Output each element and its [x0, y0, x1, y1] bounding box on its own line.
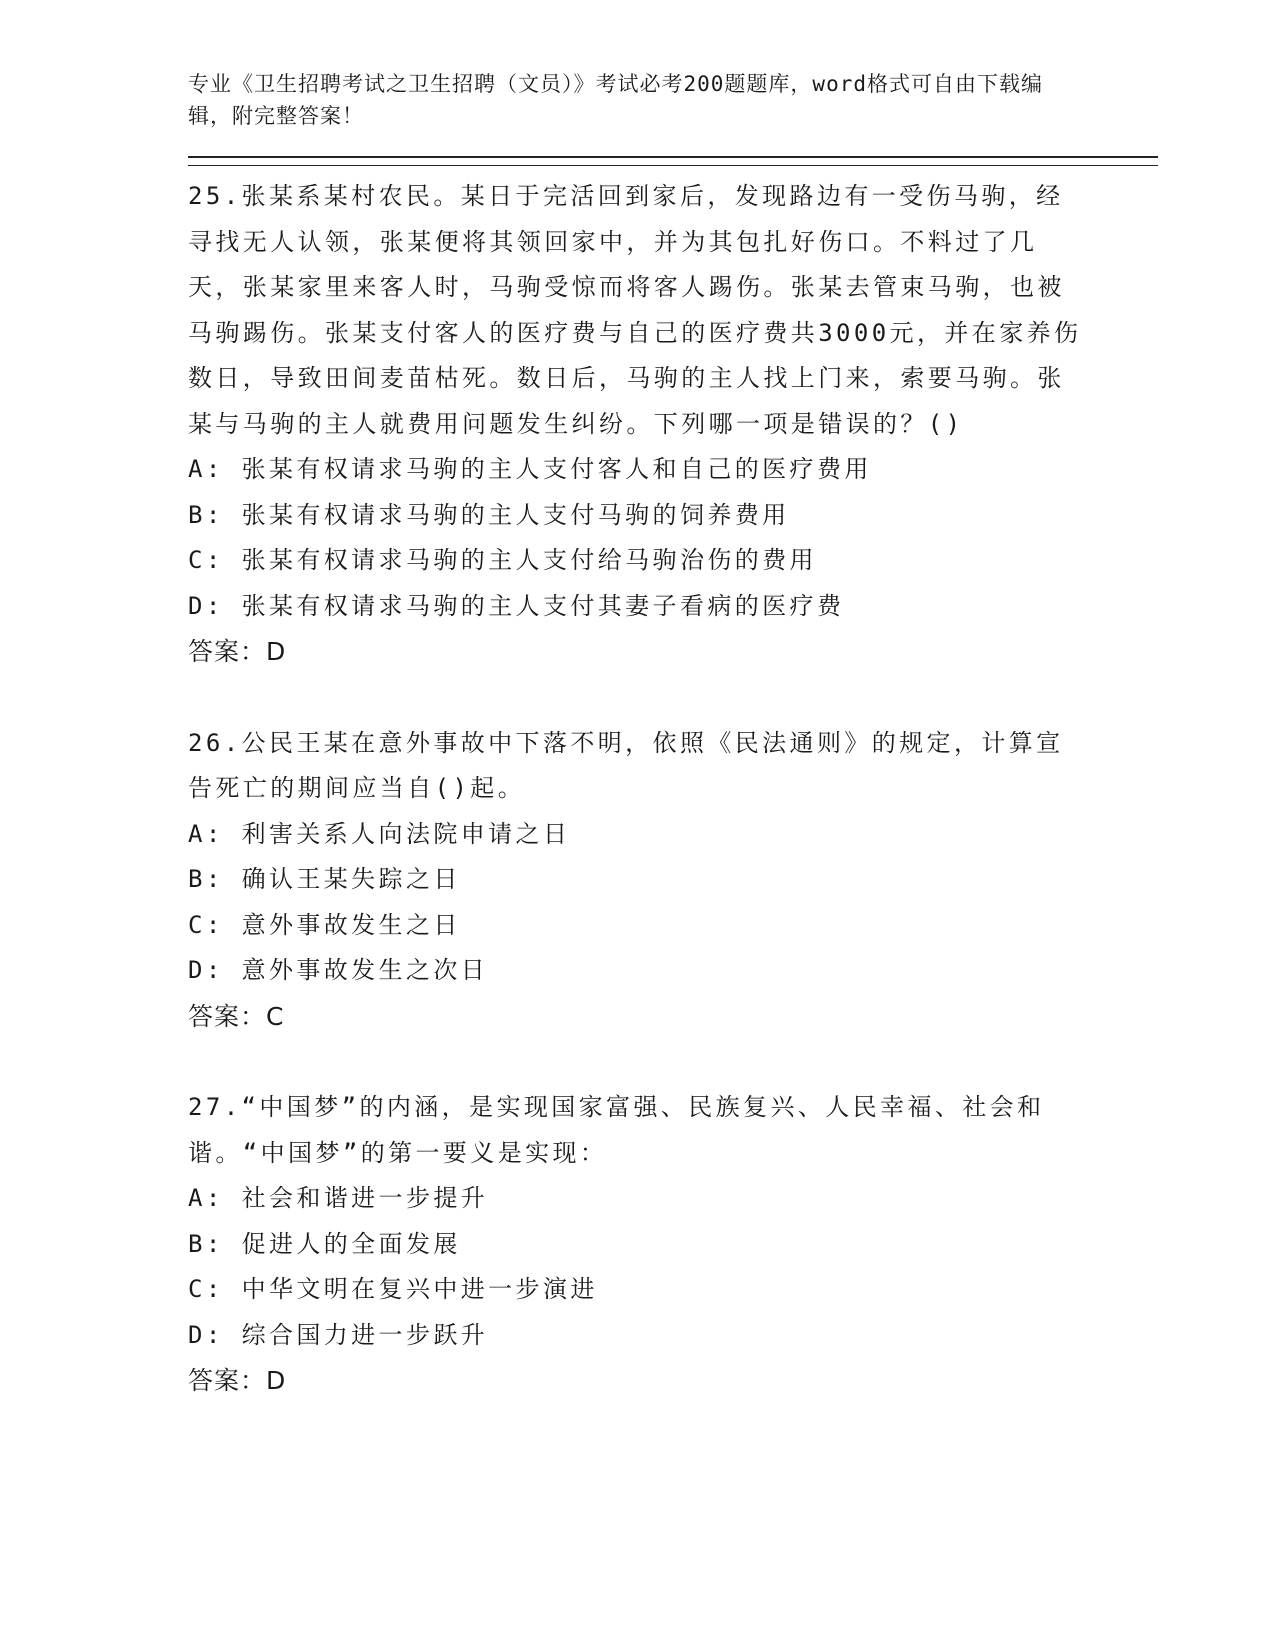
option-text: 张某有权请求马驹的主人支付其妻子看病的医疗费 [241, 591, 845, 620]
option-d: D: 意外事故发生之次日 [188, 956, 489, 984]
question-stem: 27.“中国梦”的内涵，是实现国家富强、民族复兴、人民幸福、社会和谐。“中国梦”的第一要义是实现： [188, 1093, 1045, 1167]
question-26 [188, 721, 1158, 1040]
question-25 [188, 174, 1158, 675]
answer-label: 答案：C [188, 1001, 285, 1031]
option-d: D: 张某有权请求马驹的主人支付其妻子看病的医疗费 [188, 591, 845, 620]
option-text: 中华文明在复兴中进一步演进 [241, 1275, 598, 1303]
option-letter: A [188, 819, 206, 848]
option-b: B: 促进人的全面发展 [188, 1229, 461, 1258]
option-c: C: 张某有权请求马驹的主人支付给马驹治伤的费用 [188, 546, 817, 574]
option-text: 确认王某失踪之日 [241, 865, 461, 893]
option-text: 综合国力进一步跃升 [241, 1320, 489, 1349]
document-header: 专业《卫生招聘考试之卫生招聘（文员）》考试必考200题题库，word格式可自由下载编辑，附完整答案！ [188, 72, 1043, 128]
option-c: C: 中华文明在复兴中进一步演进 [188, 1275, 598, 1303]
question-stem: 25.张某系某村农民。某日于完活回到家后，发现路边有一受伤马驹，经寻找无人认领，张某便将其领回家中，并为其包扎好伤口。不料过了几天，张某家里来客人时，马驹受惊而将客人踢伤。张某去管束马驹，也被马驹踢伤。张某支付客人的医疗费与自己的医疗费共3000元，并在家养伤数日，导致田间麦苗枯死。数日后，马驹的主人找上门来，索要马驹。张某与马驹的主人就费用问题发生纠纷。下列哪一项是错误的？() [188, 182, 1082, 438]
option-b: B: 确认王某失踪之日 [188, 865, 461, 893]
option-a: A: 张某有权请求马驹的主人支付客人和自己的医疗费用 [188, 455, 872, 483]
option-a: A: 社会和谐进一步提升 [188, 1184, 489, 1212]
option-letter: B [188, 865, 206, 893]
document-page [188, 68, 1158, 1450]
option-letter: C [188, 910, 206, 939]
option-a: A: 利害关系人向法院申请之日 [188, 819, 571, 848]
option-letter: B [188, 500, 206, 529]
option-text: 张某有权请求马驹的主人支付客人和自己的医疗费用 [241, 455, 872, 483]
option-letter: D [188, 956, 206, 984]
option-text: 意外事故发生之日 [241, 910, 461, 939]
option-text: 利害关系人向法院申请之日 [241, 819, 571, 848]
question-stem: 26.公民王某在意外事故中下落不明，依照《民法通则》的规定，计算宣告死亡的期间应当自()起。 [188, 728, 1064, 802]
option-text: 意外事故发生之次日 [241, 956, 489, 984]
option-letter: D [188, 591, 206, 620]
option-letter: C [188, 1275, 206, 1303]
question-27 [188, 1085, 1158, 1404]
option-letter: A [188, 1184, 206, 1212]
option-text: 社会和谐进一步提升 [241, 1184, 489, 1212]
answer-label: 答案：D [188, 637, 287, 666]
option-d: D: 综合国力进一步跃升 [188, 1320, 489, 1349]
option-text: 张某有权请求马驹的主人支付给马驹治伤的费用 [241, 546, 817, 574]
option-letter: B [188, 1229, 206, 1258]
option-letter: D [188, 1320, 206, 1349]
option-text: 张某有权请求马驹的主人支付马驹的饲养费用 [241, 500, 790, 529]
answer-label: 答案：D [188, 1366, 287, 1395]
option-text: 促进人的全面发展 [241, 1229, 461, 1258]
header-divider [188, 156, 1158, 166]
option-letter: A [188, 455, 206, 483]
question-list [188, 174, 1158, 1404]
option-b: B: 张某有权请求马驹的主人支付马驹的饲养费用 [188, 500, 790, 529]
option-letter: C [188, 546, 206, 574]
option-c: C: 意外事故发生之日 [188, 910, 461, 939]
